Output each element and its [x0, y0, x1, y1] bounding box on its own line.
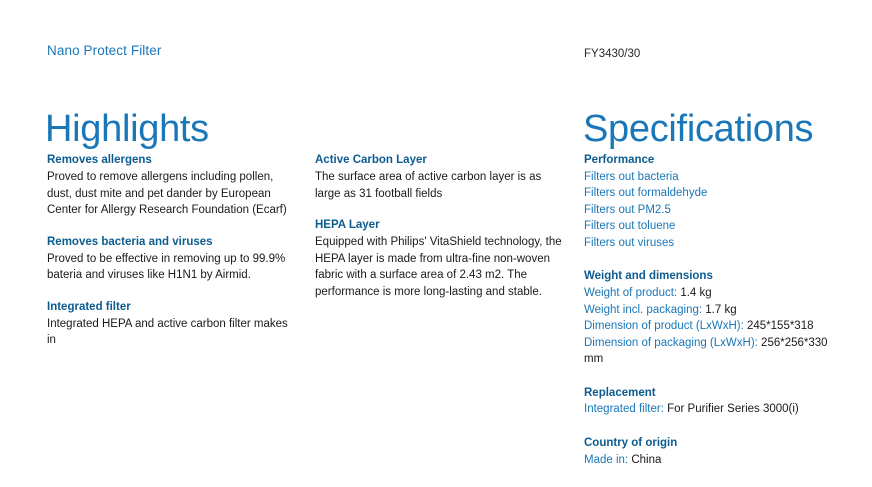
highlight-title: Integrated filter: [47, 300, 131, 313]
spec-group-replacement: [584, 385, 846, 418]
spec-label: Weight incl. packaging:: [584, 303, 703, 316]
spec-label: Filters out formaldehyde: [584, 187, 708, 200]
spec-label: Made in:: [584, 453, 629, 466]
highlight-body: Integrated HEPA and active carbon filter makes in: [47, 317, 288, 346]
spec-value: 1.7 kg: [705, 303, 737, 316]
spec-group-performance: [584, 152, 846, 251]
spec-label: Filters out bacteria: [584, 170, 679, 183]
highlight-body: Equipped with Philips' VitaShield technology, the HEPA layer is made from ultra-fine non-woven fabric with a surface area of 2.43 m2. The performance is more long-lasting and stable.: [315, 236, 562, 298]
highlight-body: Proved to remove allergens including pollen, dust, dust mite and pet dander by European Center for Allergy Research Foundation (Ecarf): [47, 171, 287, 216]
spec-value: 256*256*330 mm: [584, 336, 828, 366]
spec-group-title: Country of origin: [584, 437, 678, 450]
spec-item: [584, 401, 846, 418]
spec-item: [584, 235, 846, 252]
spec-value: 1.4 kg: [680, 286, 712, 299]
product-name: Nano Protect Filter: [47, 43, 162, 58]
highlight-item: [315, 152, 563, 202]
spec-group-country-of-origin: [584, 435, 846, 468]
highlight-title: Removes allergens: [47, 154, 152, 166]
spec-label: Dimension of packaging (LxWxH):: [584, 336, 758, 349]
spec-group-weight-and-dimensions: [584, 268, 846, 367]
highlight-item: [47, 152, 299, 219]
spec-label: Filters out viruses: [584, 236, 675, 249]
spec-item: [584, 302, 846, 319]
spec-item: [584, 285, 846, 302]
specifications-column: [584, 152, 846, 485]
spec-value: China: [631, 453, 662, 466]
specifications-heading: Specifications: [583, 108, 814, 151]
highlights-column-2: [315, 152, 563, 315]
highlights-heading: Highlights: [45, 108, 209, 151]
highlight-item: [315, 217, 563, 300]
highlight-body: Proved to be effective in removing up to 99.9% bateria and viruses like H1N1 by Airmid.: [47, 252, 286, 281]
highlight-title: HEPA Layer: [315, 219, 380, 231]
spec-label: Dimension of product (LxWxH):: [584, 320, 744, 333]
spec-item: [584, 452, 846, 469]
spec-item: [584, 218, 846, 235]
spec-label: Integrated filter:: [584, 403, 664, 416]
spec-item: [584, 318, 846, 335]
spec-value: 245*155*318: [746, 320, 814, 333]
highlight-title: Removes bacteria and viruses: [47, 235, 213, 248]
spec-item: [584, 185, 846, 202]
spec-group-title: Performance: [584, 154, 655, 166]
highlights-column-1: [47, 152, 299, 364]
spec-label: Filters out PM2.5: [584, 203, 671, 216]
spec-item: [584, 202, 846, 219]
spec-value: For Purifier Series 3000(i): [667, 403, 799, 416]
spec-item: [584, 335, 846, 368]
spec-group-title: Weight and dimensions: [584, 270, 713, 283]
highlight-title: Active Carbon Layer: [315, 154, 427, 166]
spec-label: Weight of product:: [584, 286, 678, 299]
highlight-item: [47, 299, 299, 349]
spec-group-title: Replacement: [584, 386, 656, 399]
highlight-body: The surface area of active carbon layer is as large as 31 football fields: [315, 171, 542, 200]
spec-item: [584, 169, 846, 186]
model-code: FY3430/30: [584, 48, 641, 60]
highlight-item: [47, 234, 299, 284]
spec-label: Filters out toluene: [584, 220, 676, 233]
